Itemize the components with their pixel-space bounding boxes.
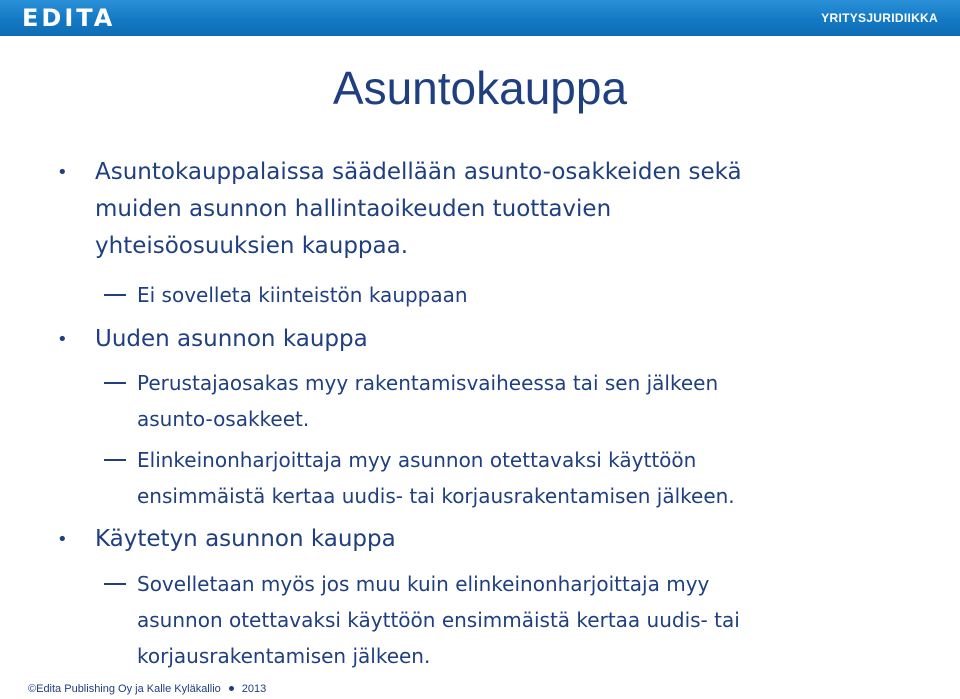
sub-bullet-text — [137, 566, 897, 674]
slide-title: Asuntokauppa — [332, 62, 628, 114]
text-line: Asuntokauppalaissa säädellään asunto-osakkeiden sekä — [95, 159, 742, 185]
text-line: Perustajaosakas myy rakentamisvaiheessa tai sen jälkeen — [137, 371, 719, 395]
bullet-text — [95, 154, 885, 265]
edita-logo: EDITA — [22, 4, 116, 32]
sub-bullet-text — [137, 442, 897, 514]
dash-icon — [104, 382, 126, 384]
bullet-icon: • — [57, 329, 68, 350]
bullet-icon: • — [57, 162, 68, 183]
header-bar — [0, 0, 960, 36]
section-label: YRITYSJURIDIIKKA — [821, 11, 938, 25]
text-line: muiden asunnon hallintaoikeuden tuottavien — [95, 196, 612, 222]
text-line: Elinkeinonharjoittaja myy asunnon otettavaksi käyttöön — [137, 448, 697, 472]
text-line: korjausrakentamisen jälkeen. — [137, 644, 431, 668]
text-line: Uuden asunnon kauppa — [95, 326, 368, 352]
bullet-icon: • — [57, 529, 68, 550]
text-line: Ei sovelleta kiinteistön kauppaan — [137, 283, 468, 307]
dash-icon — [104, 583, 126, 585]
footer — [28, 682, 266, 696]
text-line: Sovelletaan myös jos muu kuin elinkeinonharjoittaja myy — [137, 572, 710, 596]
dash-icon — [104, 459, 126, 461]
dash-icon — [104, 294, 126, 296]
text-line: yhteisöosuuksien kauppaa. — [95, 233, 409, 259]
copyright-text: ©Edita Publishing Oy ja Kalle Kyläkallio — [28, 683, 221, 695]
footer-year: 2013 — [241, 683, 267, 695]
separator-dot-icon — [229, 686, 234, 691]
text-line: asunto-osakkeet. — [137, 407, 310, 431]
text-line: asunnon otettavaksi käyttöön ensimmäistä kertaa uudis- tai — [137, 608, 740, 632]
bullet-text — [95, 521, 885, 558]
sub-bullet-text — [137, 277, 897, 313]
bullet-text — [95, 321, 885, 358]
sub-bullet-text — [137, 365, 897, 437]
text-line: Käytetyn asunnon kauppa — [95, 526, 396, 552]
text-line: ensimmäistä kertaa uudis- tai korjausrakentamisen jälkeen. — [137, 484, 735, 508]
